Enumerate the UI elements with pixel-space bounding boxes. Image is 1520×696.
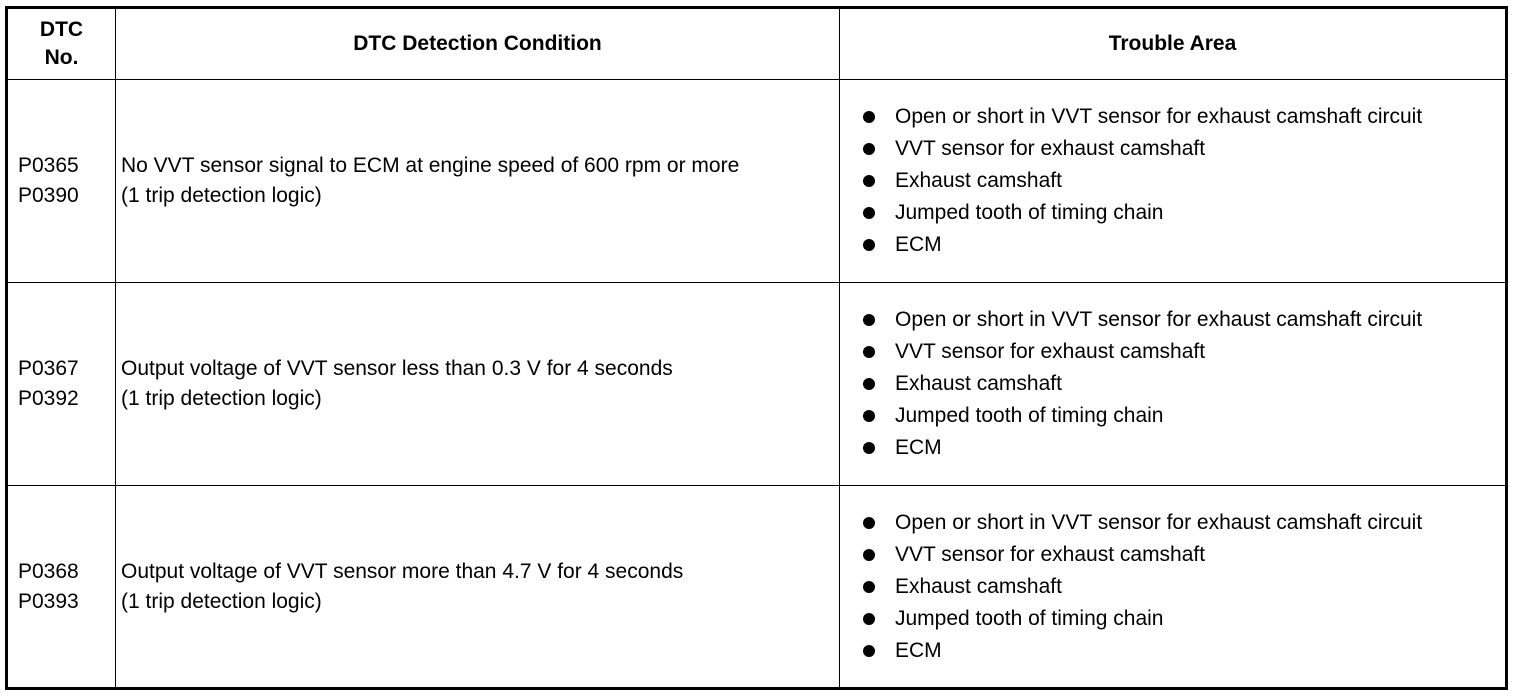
- table-row: [7, 283, 1507, 486]
- dtc-code: P0365: [18, 154, 79, 177]
- list-item: [860, 230, 1505, 260]
- detection-condition-text: Output voltage of VVT sensor more than 4.7 V for 4 seconds: [121, 559, 684, 583]
- trouble-area-list: [860, 305, 1505, 463]
- trouble-item-text: Jumped tooth of timing chain: [895, 606, 1164, 630]
- trouble-item-text: Exhaust camshaft: [895, 169, 1062, 192]
- table-row: [7, 80, 1507, 283]
- bullet-icon: [863, 346, 875, 358]
- trouble-item-text: Jumped tooth of timing chain: [895, 404, 1164, 427]
- list-item: [860, 166, 1505, 196]
- trouble-area-list: [860, 508, 1505, 666]
- trouble-area-cell: [840, 283, 1507, 486]
- trouble-item-text: Exhaust camshaft: [895, 574, 1062, 598]
- dtc-code: P0393: [18, 589, 79, 613]
- list-item: [860, 401, 1505, 431]
- bullet-icon: [863, 143, 875, 155]
- list-item: [860, 572, 1505, 602]
- header-dtc-no-line1: DTC: [39, 18, 84, 41]
- list-item: [860, 337, 1505, 367]
- bullet-icon: [863, 207, 875, 219]
- trouble-item-text: VVT sensor for exhaust camshaft: [895, 340, 1206, 363]
- bullet-icon: [863, 581, 875, 593]
- detection-condition-text: No VVT sensor signal to ECM at engine speed of 600 rpm or more: [121, 154, 740, 177]
- trouble-item-text: VVT sensor for exhaust camshaft: [895, 137, 1206, 160]
- bullet-icon: [863, 175, 875, 187]
- bullet-icon: [863, 613, 875, 625]
- trouble-item-text: VVT sensor for exhaust camshaft: [895, 542, 1206, 566]
- bullet-icon: [863, 111, 875, 123]
- dtc-code: P0368: [18, 559, 79, 583]
- detection-condition-cell: [116, 283, 840, 486]
- trouble-item-text: ECM: [895, 233, 942, 256]
- trouble-item-text: Jumped tooth of timing chain: [895, 201, 1164, 224]
- header-dtc-no-line2: No.: [44, 46, 79, 69]
- header-dtc-no: [7, 8, 116, 80]
- detection-logic-text: (1 trip detection logic): [121, 387, 322, 410]
- list-item: [860, 604, 1505, 634]
- detection-condition-cell: [116, 80, 840, 283]
- list-item: [860, 540, 1505, 570]
- list-item: [860, 102, 1505, 132]
- trouble-area-cell: [840, 486, 1507, 689]
- bullet-icon: [863, 442, 875, 454]
- bullet-icon: [863, 517, 875, 529]
- trouble-item-text: Open or short in VVT sensor for exhaust camshaft circuit: [895, 308, 1423, 331]
- trouble-item-text: Open or short in VVT sensor for exhaust camshaft circuit: [895, 510, 1423, 534]
- bullet-icon: [863, 645, 875, 657]
- bullet-icon: [863, 410, 875, 422]
- list-item: [860, 134, 1505, 164]
- dtc-code: P0390: [18, 184, 79, 207]
- list-item: [860, 198, 1505, 228]
- bullet-icon: [863, 239, 875, 251]
- bullet-icon: [863, 549, 875, 561]
- list-item: [860, 508, 1505, 538]
- trouble-area-cell: [840, 80, 1507, 283]
- trouble-area-list: [860, 102, 1505, 260]
- list-item: [860, 369, 1505, 399]
- detection-condition-text: Output voltage of VVT sensor less than 0.3 V for 4 seconds: [121, 357, 673, 380]
- detection-logic-text: (1 trip detection logic): [121, 184, 322, 207]
- trouble-item-text: ECM: [895, 436, 942, 459]
- detection-logic-text: (1 trip detection logic): [121, 589, 322, 613]
- detection-condition-cell: [116, 486, 840, 689]
- trouble-item-text: ECM: [895, 638, 942, 662]
- dtc-code-cell: [7, 283, 116, 486]
- dtc-table: [5, 6, 1508, 690]
- trouble-item-text: Exhaust camshaft: [895, 372, 1062, 395]
- list-item: [860, 305, 1505, 335]
- list-item: [860, 636, 1505, 666]
- table-row: [7, 486, 1507, 689]
- dtc-code: P0392: [18, 387, 79, 410]
- dtc-code: P0367: [18, 357, 79, 380]
- header-row: [7, 8, 1507, 80]
- dtc-code-cell: [7, 80, 116, 283]
- list-item: [860, 433, 1505, 463]
- bullet-icon: [863, 378, 875, 390]
- trouble-item-text: Open or short in VVT sensor for exhaust camshaft circuit: [895, 105, 1423, 128]
- header-trouble-area: Trouble Area: [840, 8, 1507, 80]
- dtc-code-cell: [7, 486, 116, 689]
- header-condition: DTC Detection Condition: [116, 8, 840, 80]
- bullet-icon: [863, 314, 875, 326]
